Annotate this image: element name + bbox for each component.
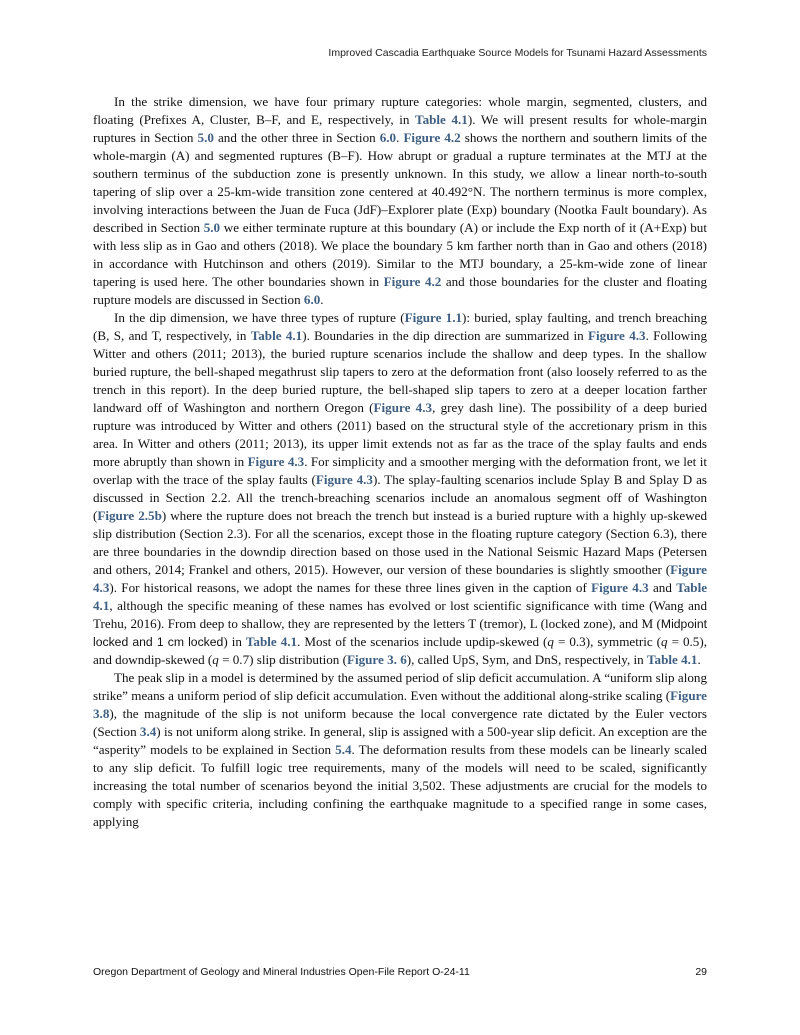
section-ref[interactable]: 5.0: [197, 130, 214, 145]
table-ref[interactable]: Table 4.1: [647, 652, 698, 667]
figure-ref[interactable]: Figure 3. 6: [346, 652, 407, 667]
figure-ref[interactable]: Figure 4.3: [588, 328, 646, 343]
paragraph-dip-dimension: In the dip dimension, we have three types of rupture (Figure 1.1): buried, splay faulting, and trench breaching (B, S, and T, respectively, in Table 4.1). Boundaries in the dip direction are summarized in Figure 4.3. Following Witter and others (2011; 2013), the buried rupture scenarios include the shallow and deep types. In the shallow buried rupture, the bell-shaped megathrust slip tapers to zero at the deformation front (also loosely referred to as the trench in this report). In the deep buried rupture, the bell-shaped slip tapers to zero at a deeper location farther landward off of Washington and northern Oregon (Figure 4.3, grey dash line). The possibility of a deep buried rupture was introduced by Witter and others (2011) based on the structural style of the accretionary prism in this area. In Witter and others (2011; 2013), its upper limit extends not as far as the trace of the splay faults and ends more abruptly than shown in Figure 4.3. For simplicity and a smoother merging with the deformation front, we let it overlap with the trace of the splay faults (Figure 4.3). The splay-faulting scenarios include Splay B and Splay D as discussed in Section 2.2. All the trench-breaching scenarios include an anomalous segment off of Washington (Figure 2.5b) where the rupture does not breach the trench but instead is a buried rupture with a highly up-skewed slip distribution (Section 2.3). For all the scenarios, except those in the floating rupture category (Section 6.3), there are three boundaries in the downdip direction based on those used in the National Seismic Hazard Maps (Petersen and others, 2014; Frankel and others, 2015). However, our version of these boundaries is slightly smoother (Figure 4.3). For historical reasons, we adopt the names for these three lines given in the caption of Figure 4.3 and Table 4.1, although the specific meaning of these names has evolved or lost scientific significance with time (Wang and Trehu, 2016). From deep to shallow, they are represented by the letters T (tremor), L (locked zone), and M (Midpoint locked and 1 cm locked) in Table 4.1. Most of the scenarios include updip-skewed (q = 0.3), symmetric (q = 0.5), and downdip-skewed (q = 0.7) slip distribution (Figure 3. 6), called UpS, Sym, and DnS, respectively, in Table 4.1.: [93, 310, 708, 667]
paragraph-strike-dimension: In the strike dimension, we have four primary rupture categories: whole margin, segmented, clusters, and floating (Prefixes A, Cluster, B–F, and E, respectively, in Table 4.1). We will present results for whole-margin ruptures in Section 5.0 and the other three in Section 6.0. Figure 4.2 shows the northern and southern limits of the whole-margin (A) and segmented ruptures (B–F). How abrupt or gradual a rupture terminates at the MTJ at the southern terminus of the subduction zone is presently unknown. In this study, we allow a linear north-to-south tapering of slip over a 25-km-wide transition zone centered at 40.492°N. The northern terminus is more complex, involving interactions between the Juan de Fuca (JdF)–Explorer plate (Exp) boundary (Nootka Fault boundary). As described in Section 5.0 we either terminate rupture at this boundary (A) or include the Exp north of it (A+Exp) but with less slip as in Gao and others (2018). We place the boundary 5 km farther north than in Gao and others (2018) in accordance with Hutchinson and others (2019). Similar to the MTJ boundary, a 25-km-wide zone of linear tapering is used here. The other boundaries shown in Figure 4.2 and those boundaries for the cluster and floating rupture models are discussed in Section 6.0.: [93, 94, 707, 307]
section-ref[interactable]: 6.0: [379, 130, 397, 145]
paragraph-peak-slip: The peak slip in a model is determined by the assumed period of slip deficit accumulation. A “uniform slip along strike” means a uniform period of slip deficit accumulation. Even without the additional along-strike scaling (Figure 3.8), the magnitude of the slip is not uniform because the local convergence rate dictated by the Euler vectors (Section 3.4) is not uniform along strike. In general, slip is assigned with a 500-year slip deficit. An exception are the “asperity” models to be explained in Section 5.4. The deformation results from these models can be linearly scaled to any slip deficit. To fulfill logic tree requirements, many of the models will need to be scaled, significantly increasing the total number of scenarios beyond the initial 3,502. These adjustments are crucial for the models to comply with specific criteria, including confining the earthquake magnitude to a specified range in some cases, applying: [93, 670, 707, 829]
section-ref[interactable]: 3.4: [139, 724, 157, 739]
section-ref[interactable]: 6.0: [303, 292, 321, 307]
running-header: Improved Cascadia Earthquake Source Models for Tsunami Hazard Assessments: [328, 47, 707, 59]
footer-report-title: Oregon Department of Geology and Mineral Industries Open-File Report O-24-11: [93, 966, 470, 978]
figure-ref[interactable]: Figure 4.3: [93, 562, 707, 595]
table-ref[interactable]: Table 4.1: [245, 634, 298, 649]
figure-ref[interactable]: Figure 4.3: [315, 472, 373, 487]
figure-ref[interactable]: Figure 3.8: [93, 688, 707, 721]
body-text: [93, 93, 707, 831]
section-ref[interactable]: 5.0: [203, 220, 221, 235]
figure-ref[interactable]: Figure 4.3: [591, 580, 649, 595]
figure-ref[interactable]: Figure 2.5b: [97, 508, 162, 523]
table-ref[interactable]: Table 4.1: [93, 580, 708, 613]
figure-ref[interactable]: Figure 4.2: [403, 130, 461, 145]
section-ref[interactable]: 5.4: [335, 742, 352, 757]
page-footer: [93, 966, 707, 978]
table-ref[interactable]: Table 4.1: [250, 328, 303, 343]
figure-ref[interactable]: Figure 4.2: [383, 274, 442, 289]
figure-ref[interactable]: Figure 4.3: [373, 400, 433, 415]
figure-ref[interactable]: Figure 4.3: [247, 454, 305, 469]
figure-ref[interactable]: Figure 1.1: [404, 310, 463, 325]
page-number: 29: [695, 966, 707, 978]
table-ref[interactable]: Table 4.1: [415, 112, 468, 127]
